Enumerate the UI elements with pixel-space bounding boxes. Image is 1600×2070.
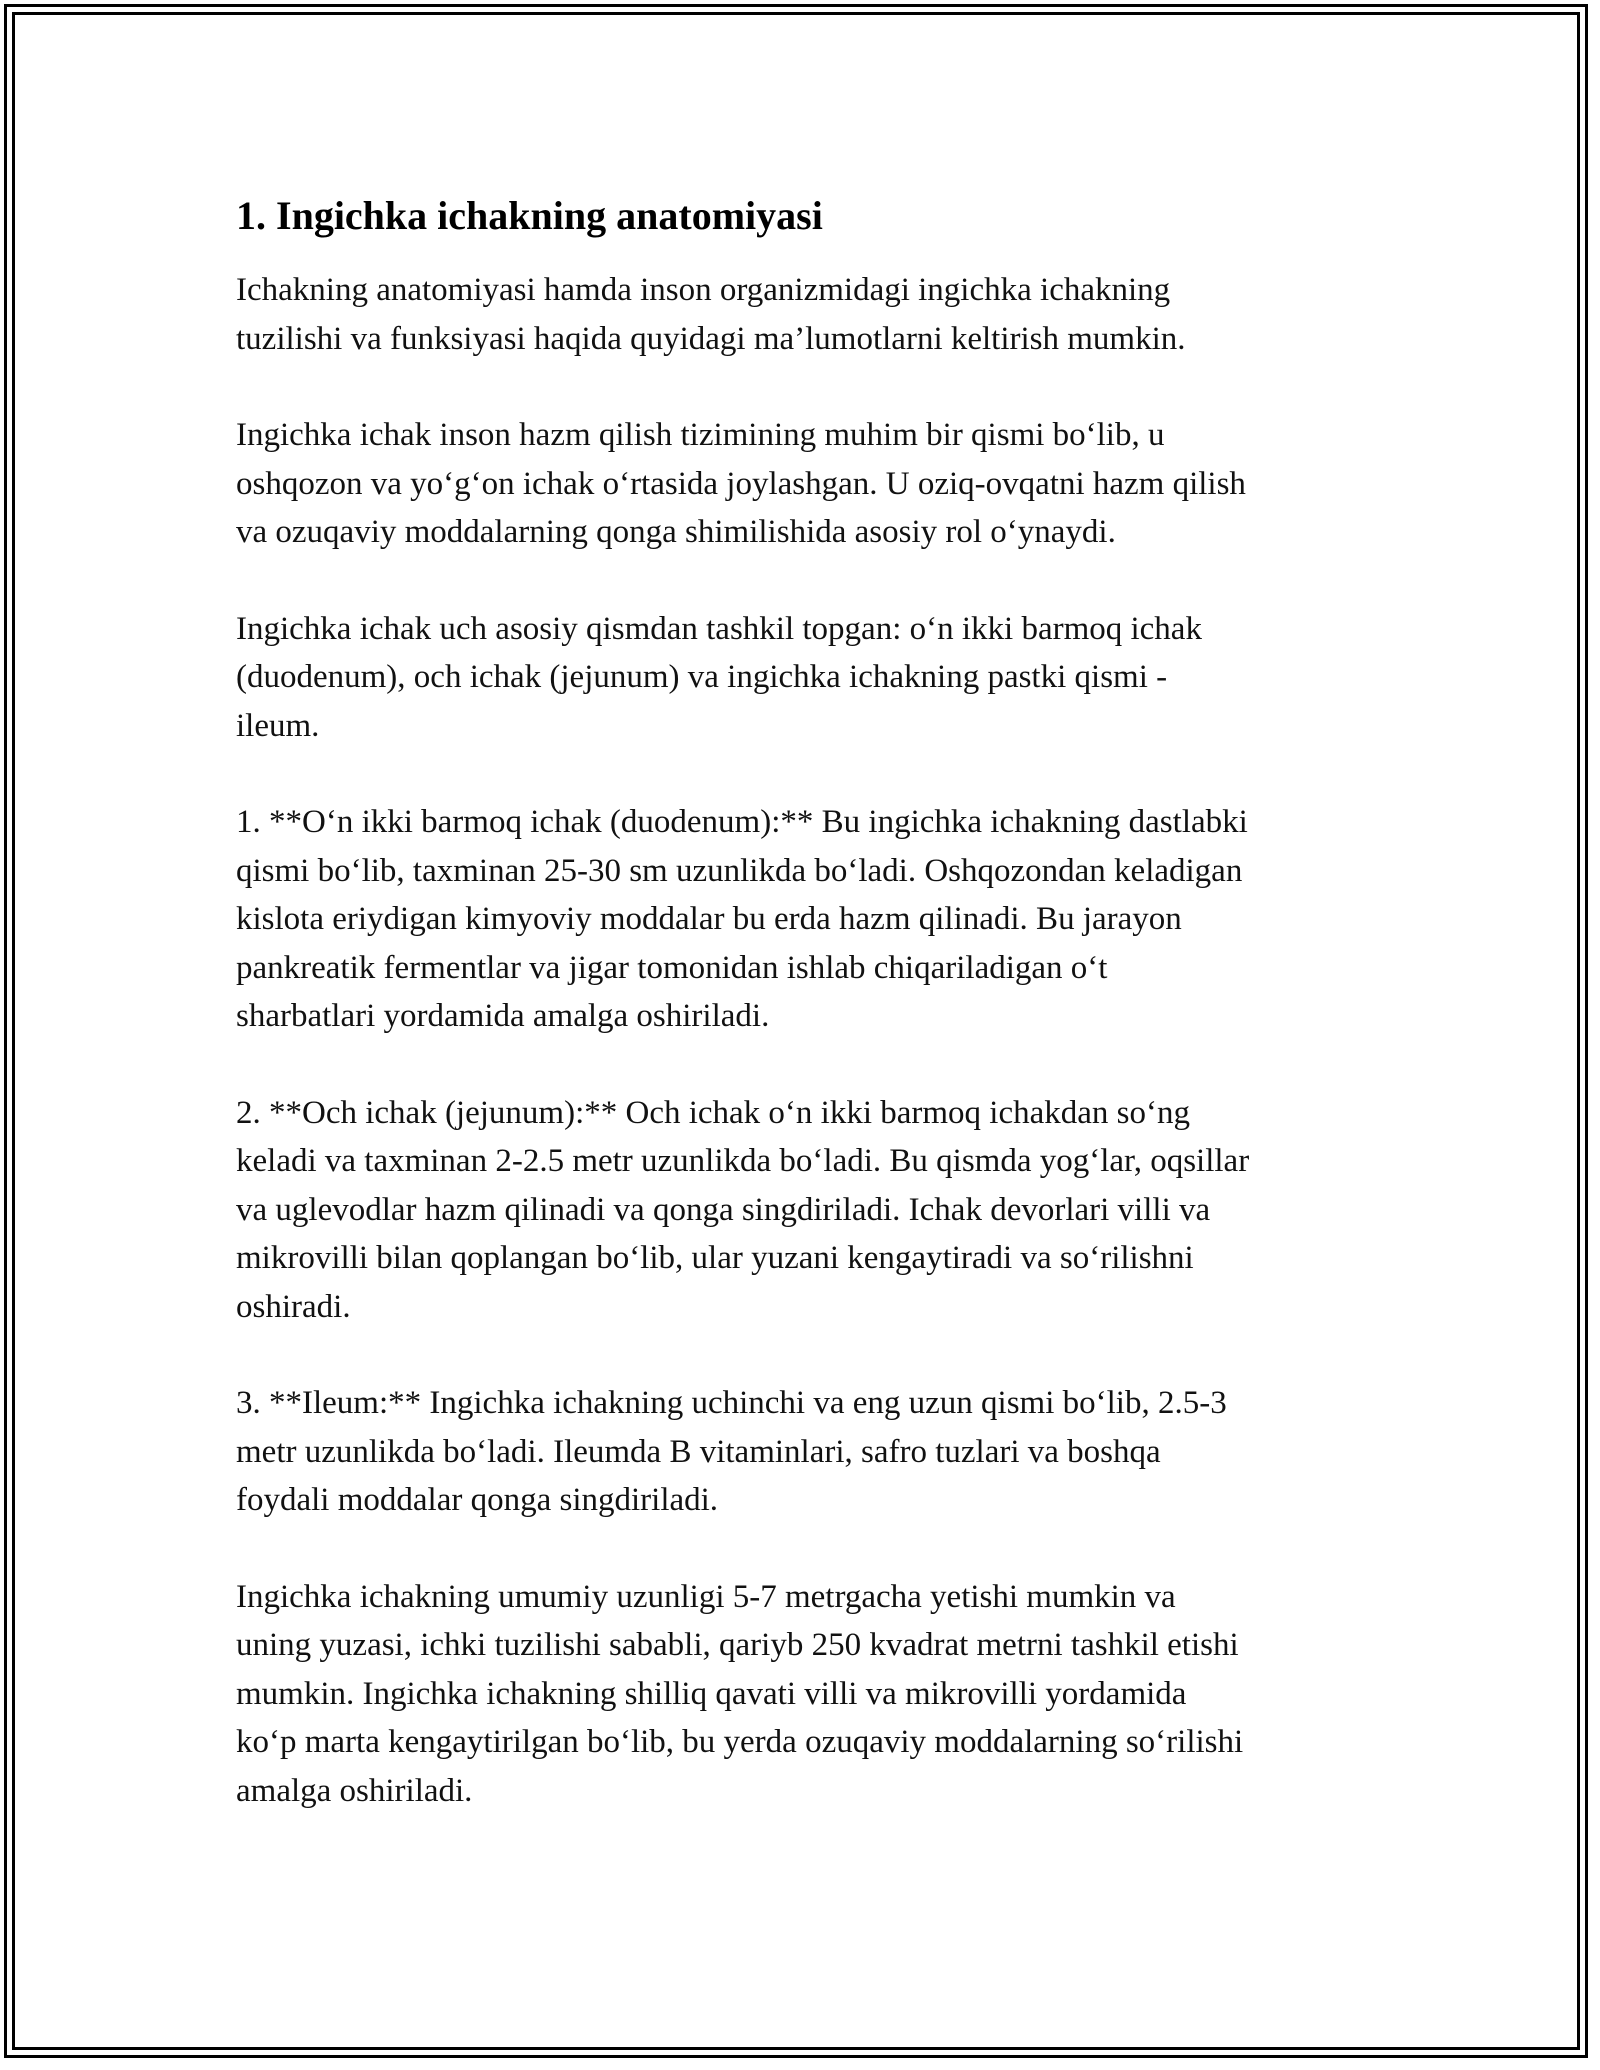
paragraph-parts: Ingichka ichak uch asosiy qismdan tashkil topgan: o‘n ikki barmoq ichak (duodenum), och ichak (jejunum) va ingichka ichakning pastki qismi - ileum. bbox=[236, 610, 1202, 744]
paragraph-jejunum: 2. **Och ichak (jejunum):** Och ichak o‘n ikki barmoq ichakdan so‘ng keladi va taxminan 2-2.5 metr uzunlikda bo‘ladi. Bu qismda yog‘lar, oqsillar va uglevodlar hazm qilinadi va qonga singdiriladi. Ichak devorlari villi va mikrovilli bilan qoplangan bo‘lib, ular yuzani kengaytiradi va so‘rilishni oshiradi. bbox=[236, 1094, 1250, 1325]
paragraph-duodenum: 1. **O‘n ikki barmoq ichak (duodenum):** Bu ingichka ichakning dastlabki qismi bo‘lib, taxminan 25-30 sm uzunlikda bo‘ladi. Oshqozondan keladigan kislota eriydigan kimyoviy moddalar bu erda hazm qilinadi. Bu jarayon pankreatik fermentlar va jigar tomonidan ishlab chiqariladigan o‘t sharbatlari yordamida amalga oshiriladi. bbox=[236, 804, 1248, 1034]
paragraph-ileum: 3. **Ileum:** Ingichka ichakning uchinchi va eng uzun qismi bo‘lib, 2.5-3 metr uzunlikda bo‘ladi. Ileumda B vitaminlari, safro tuzlari va boshqa foydali moddalar qonga singdiriladi. bbox=[236, 1385, 1227, 1518]
document-body bbox=[236, 188, 1386, 1863]
paragraph-intro: Ichakning anatomiyasi hamda inson organizmidagi ingichka ichakning tuzilishi va funksiyasi haqida quyidagi ma’lumotlarni keltirish mumkin. bbox=[236, 272, 1186, 357]
section-heading: 1. Ingichka ichakning anatomiyasi bbox=[236, 193, 823, 238]
paragraph-overview: Ingichka ichak inson hazm qilish tizimining muhim bir qismi bo‘lib, u oshqozon va yo‘g‘on ichak o‘rtasida joylashgan. U oziq-ovqatni hazm qilish va ozuqaviy moddalarning qonga shimilishida asosiy rol o‘ynaydi. bbox=[236, 417, 1246, 550]
paragraph-summary: Ingichka ichakning umumiy uzunligi 5-7 metrgacha yetishi mumkin va uning yuzasi, ichki tuzilishi sababli, qariyb 250 kvadrat metrni tashkil etishi mumkin. Ingichka ichakning shilliq qavati villi va mikrovilli yordamida ko‘p marta kengaytirilgan bo‘lib, bu yerda ozuqaviy moddalarning so‘rilishi amalga oshiriladi. bbox=[236, 1578, 1244, 1809]
